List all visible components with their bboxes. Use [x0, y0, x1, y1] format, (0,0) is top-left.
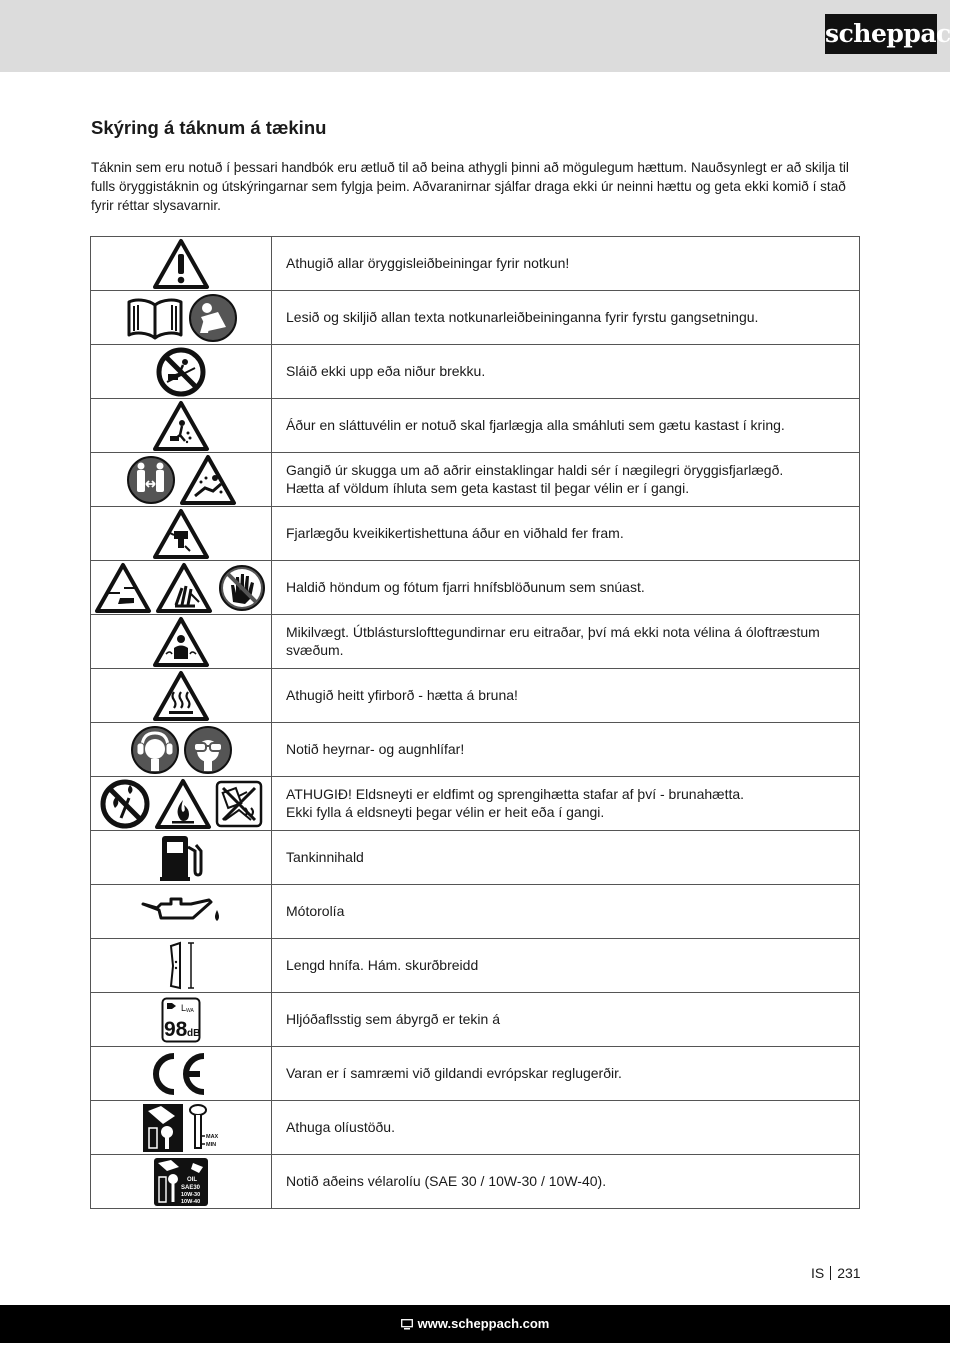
symbol-row [91, 885, 860, 939]
website-url: www.scheppach.com [417, 1316, 550, 1331]
svg-text:MAX: MAX [206, 1133, 219, 1140]
description-line: Mótorolía [286, 902, 345, 919]
symbol-icon-cell [91, 831, 272, 885]
flammable-warning-icon [154, 778, 212, 830]
symbol-icon-cell [91, 723, 272, 777]
symbol-row [91, 1101, 860, 1155]
symbol-description [272, 507, 860, 561]
description-line: Mikilvægt. Útblásturslofttegundirnar eru eitraðar, því má ekki nota vélina á óloftræstum svæðum. [286, 624, 820, 658]
description-line: Hljóðaflsstig sem ábyrgð er tekin á [286, 1010, 500, 1027]
symbol-icon-cell [91, 237, 272, 291]
description-line: Gangið úr skugga um að aðrir einstaklingar haldi sér í nægilegri öryggisfjarlægð. [286, 462, 784, 478]
symbol-description [272, 1101, 860, 1155]
symbol-row [91, 345, 860, 399]
symbol-description [272, 561, 860, 615]
symbol-icon-cell [91, 1101, 272, 1155]
svg-text:WA: WA [186, 1007, 194, 1014]
symbol-icon-cell [91, 453, 272, 507]
warning-triangle-icon [152, 238, 210, 290]
description-line: Lengd hnífa. Hám. skurðbreidd [286, 956, 479, 973]
symbol-description [272, 885, 860, 939]
symbol-description [272, 237, 860, 291]
description-line: Notið aðeins vélarolíu (SAE 30 / 10W-30 / 10W-40). [286, 1172, 607, 1189]
description-line: Athuga olíustöðu. [286, 1118, 395, 1135]
symbol-description [272, 777, 860, 831]
blade-length-icon [163, 940, 199, 992]
description-line: Notið heyrnar- og augnhlífar! [286, 740, 465, 757]
symbol-icon-cell [91, 669, 272, 723]
no-hand-icon [216, 562, 268, 614]
fuel-pump-icon [158, 833, 204, 883]
eye-protection-icon [183, 725, 233, 775]
keep-distance-icon [126, 455, 176, 505]
thrown-objects-warning-icon [152, 400, 210, 452]
symbol-icon-cell [91, 507, 272, 561]
spark-plug-warning-icon [152, 508, 210, 560]
page-number-value: 231 [837, 1265, 861, 1281]
oil-can-icon [139, 894, 223, 930]
svg-text:10W-40: 10W-40 [181, 1198, 201, 1205]
description-line: ATHUGIÐ! Eldsneyti er eldfimt og sprengihætta stafar af því - brunahætta. [286, 786, 745, 802]
symbol-description [272, 291, 860, 345]
flying-parts-warning-icon [179, 454, 237, 506]
description-line: Áður en sláttuvélin er notuð skal fjarlægja alla smáhluti sem gætu kastast í kring. [286, 416, 785, 433]
no-slope-mowing-icon [155, 346, 207, 398]
symbol-row [91, 453, 860, 507]
svg-text:dB: dB [187, 1027, 201, 1039]
symbol-description [272, 1047, 860, 1101]
hand-blade-warning-icon [155, 562, 213, 614]
description-line: Varan er í samræmi við gildandi evrópskar reglugerðir. [286, 1064, 622, 1081]
symbol-icon-cell [91, 1155, 272, 1209]
svg-text:OIL: OIL [187, 1176, 197, 1183]
intro-paragraph: Táknin sem eru notuð í þessari handbók eru ætluð til að beina athygli þinni að mögulegum hættum. Nauðsynlegt er að skilja til fulls öryggistáknin og útskýringarnar sem fylgja þeim. Aðvaranirnar sjálfar draga ekki úr neinni hættu og geta ekki komið í stað fyrir réttar slysavarnir. [91, 160, 849, 213]
ear-protection-icon [130, 725, 180, 775]
sound-power-level-icon [161, 997, 201, 1043]
page-title: Skýring á táknum á tækinu [91, 117, 327, 138]
description-line: Sláið ekki upp eða niður brekku. [286, 362, 486, 379]
symbol-row [91, 507, 860, 561]
symbol-icon-cell [91, 1047, 272, 1101]
symbol-description [272, 399, 860, 453]
symbol-row [91, 993, 860, 1047]
symbol-icon-cell [91, 993, 272, 1047]
description-line: Tankinnihald [286, 848, 364, 865]
svg-text:MIN: MIN [206, 1141, 217, 1148]
hot-surface-warning-icon [152, 670, 210, 722]
symbol-description [272, 993, 860, 1047]
svg-text:L: L [181, 1002, 187, 1013]
symbol-description [272, 1155, 860, 1209]
symbol-icon-cell [91, 561, 272, 615]
symbol-row [91, 831, 860, 885]
symbols-table [90, 236, 860, 1209]
ce-mark-icon [148, 1050, 214, 1098]
engine-oil-spec-icon [153, 1157, 209, 1207]
symbol-icon-cell [91, 777, 272, 831]
page-language: IS [811, 1265, 825, 1281]
description-line: Haldið höndum og fótum fjarri hnífsblöðunum sem snúast. [286, 578, 645, 595]
description-line: Athugið heitt yfirborð - hætta á bruna! [286, 686, 518, 703]
oil-dipstick-icon [141, 1102, 221, 1154]
symbol-row [91, 939, 860, 993]
no-refuel-hot-icon [215, 780, 263, 828]
symbol-description [272, 345, 860, 399]
header-bar [0, 0, 968, 72]
foot-blade-warning-icon [94, 562, 152, 614]
open-book-icon [125, 295, 185, 341]
symbol-icon-cell [91, 939, 272, 993]
symbol-description [272, 723, 860, 777]
description-line: Athugið allar öryggisleiðbeiningar fyrir notkun! [286, 254, 570, 271]
toxic-fumes-warning-icon [152, 616, 210, 668]
symbol-row [91, 669, 860, 723]
symbol-icon-cell [91, 291, 272, 345]
symbol-row [91, 291, 860, 345]
symbol-icon-cell [91, 615, 272, 669]
symbol-row [91, 561, 860, 615]
symbol-row [91, 1155, 860, 1209]
svg-text:98: 98 [164, 1017, 188, 1041]
symbol-icon-cell [91, 885, 272, 939]
symbol-description [272, 831, 860, 885]
website-link[interactable] [0, 1305, 950, 1345]
svg-text:SAE30: SAE30 [181, 1184, 201, 1191]
svg-text:10W-30: 10W-30 [181, 1191, 201, 1198]
symbol-icon-cell [91, 399, 272, 453]
symbol-row [91, 615, 860, 669]
symbol-row [91, 723, 860, 777]
symbol-description [272, 939, 860, 993]
symbol-row [91, 237, 860, 291]
monitor-icon [401, 1307, 413, 1345]
page-number [811, 1265, 861, 1281]
description-line: Fjarlægðu kveikikertishettuna áður en viðhald fer fram. [286, 524, 624, 541]
description-line: Hætta af völdum íhluta sem geta kastast til þegar vélin er í gangi. [286, 479, 690, 496]
symbol-row [91, 1047, 860, 1101]
no-open-flame-icon [99, 778, 151, 830]
footer-bar [0, 1305, 950, 1343]
description-line: Ekki fylla á eldsneyti þegar vélin er heit eða í gangi. [286, 803, 605, 820]
symbol-description [272, 615, 860, 669]
symbol-row [91, 399, 860, 453]
read-manual-icon [188, 293, 238, 343]
symbol-row [91, 777, 860, 831]
scheppach-logo: scheppach [825, 14, 937, 54]
description-line: Lesið og skiljið allan texta notkunarleiðbeininganna fyrir fyrstu gangsetningu. [286, 308, 759, 325]
symbol-description [272, 669, 860, 723]
symbol-description [272, 453, 860, 507]
symbol-icon-cell [91, 345, 272, 399]
